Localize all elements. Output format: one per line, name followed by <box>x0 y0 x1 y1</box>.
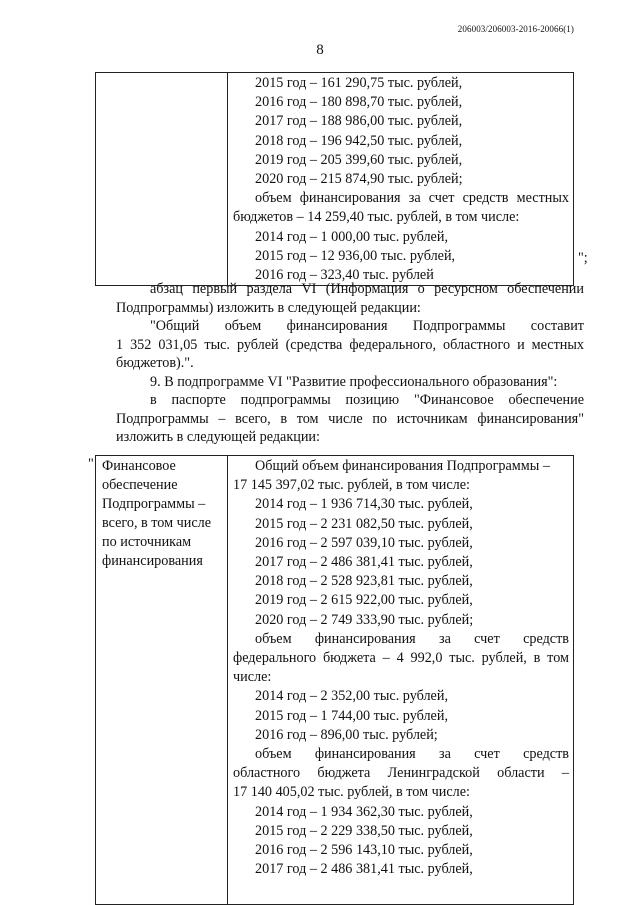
table2-line: 17 145 397,02 тыс. рублей, в том числе: <box>233 477 470 494</box>
table1-right-cell <box>228 73 574 286</box>
table2-line: 2016 год – 2 597 039,10 тыс. рублей, <box>255 534 473 551</box>
table1-line: объем финансирования за счет средств местных <box>255 190 569 207</box>
table2-left-line: Финансовое <box>102 458 176 474</box>
table2-line: 2016 год – 2 596 143,10 тыс. рублей, <box>255 842 473 859</box>
table2-line: числе: <box>233 669 272 686</box>
table2-line: 2017 год – 2 486 381,41 тыс. рублей, <box>255 554 473 571</box>
document-id: 206003/206003-2016-20066(1) <box>457 24 574 34</box>
table2-left-line: финансирования <box>102 553 203 569</box>
table1-line: 2018 год – 196 942,50 тыс. рублей, <box>255 132 463 149</box>
table2-line: Общий объем финансирования Подпрограммы – <box>255 458 550 474</box>
table2-left-line: Подпрограммы – <box>102 496 206 512</box>
table2-line: 2015 год – 2 231 082,50 тыс. рублей, <box>255 515 473 532</box>
table1-line: 2016 год – 180 898,70 тыс. рублей, <box>255 94 463 111</box>
table2-line: областного бюджета Ленинградской области – <box>233 765 569 782</box>
table2-line: федерального бюджета – 4 992,0 тыс. рублей, в том <box>233 650 569 667</box>
table1-line: 2019 год – 205 399,60 тыс. рублей, <box>255 151 463 168</box>
table1-line: бюджетов – 14 259,40 тыс. рублей, в том числе: <box>233 209 520 226</box>
table1-closing-mark: "; <box>578 250 588 266</box>
table1-line: 2015 год – 161 290,75 тыс. рублей, <box>255 75 463 91</box>
paragraph-line: в паспорте подпрограммы позицию "Финансовое обеспечение <box>150 392 584 408</box>
table2-right-cell <box>228 456 574 905</box>
table2-left-line: обеспечение <box>102 477 178 493</box>
table2-line: 2014 год – 2 352,00 тыс. рублей, <box>255 688 448 705</box>
table2-line: 2020 год – 2 749 333,90 тыс. рублей; <box>255 611 474 628</box>
table1-left-cell <box>96 73 228 286</box>
table2-opening-mark: " <box>88 456 94 472</box>
table2-line: 2019 год – 2 615 922,00 тыс. рублей, <box>255 592 473 609</box>
table1-line: 2015 год – 12 936,00 тыс. рублей, <box>255 247 456 264</box>
table1-line: 2020 год – 215 874,90 тыс. рублей; <box>255 171 463 188</box>
table2-left-cell <box>96 456 228 905</box>
paragraph-line: бюджетов).". <box>116 355 194 371</box>
table2-line: 2014 год – 1 936 714,30 тыс. рублей, <box>255 496 473 513</box>
table2-line: 2018 год – 2 528 923,81 тыс. рублей, <box>255 573 473 590</box>
table1-line: 2017 год – 188 986,00 тыс. рублей, <box>255 113 463 130</box>
table2-line: 2017 год – 2 486 381,41 тыс. рублей, <box>255 861 473 878</box>
funding-passport-table <box>95 455 574 905</box>
table2-line: объем финансирования за счет средств <box>255 746 569 763</box>
table2-line: объем финансирования за счет средств <box>255 630 569 647</box>
table2-line: 2016 год – 896,00 тыс. рублей; <box>255 726 438 743</box>
paragraph-line: 9. В подпрограмме VI "Развитие профессионального образования": <box>150 373 558 390</box>
paragraph-line: Подпрограммы) изложить в следующей редакции: <box>116 299 421 316</box>
paragraph-line: "Общий объем финансирования Подпрограммы составит <box>150 318 584 334</box>
paragraph-line: абзац первый раздела VI (Информация о ресурсном обеспечении <box>150 281 584 297</box>
table1-line: 2014 год – 1 000,00 тыс. рублей, <box>255 228 448 245</box>
table2-line: 2014 год – 1 934 362,30 тыс. рублей, <box>255 803 473 820</box>
table2-line: 2015 год – 1 744,00 тыс. рублей, <box>255 707 448 724</box>
amendment-text <box>116 280 584 447</box>
table1-line: 2016 год – 323,40 тыс. рублей <box>255 267 434 284</box>
table2-line: 17 140 405,02 тыс. рублей, в том числе: <box>233 784 470 801</box>
table2-left-line: всего, в том числе <box>102 515 212 531</box>
paragraph-line: Подпрограммы – всего, в том числе по источникам финансирования" <box>116 410 584 427</box>
table2-left-line: по источникам <box>102 534 192 550</box>
funding-table-continued <box>95 72 574 286</box>
page-number: 8 <box>316 42 324 58</box>
paragraph-line: изложить в следующей редакции: <box>116 429 320 445</box>
paragraph-line: 1 352 031,05 тыс. рублей (средства федерального, областного и местных <box>116 336 584 353</box>
table2-line: 2015 год – 2 229 338,50 тыс. рублей, <box>255 822 473 839</box>
